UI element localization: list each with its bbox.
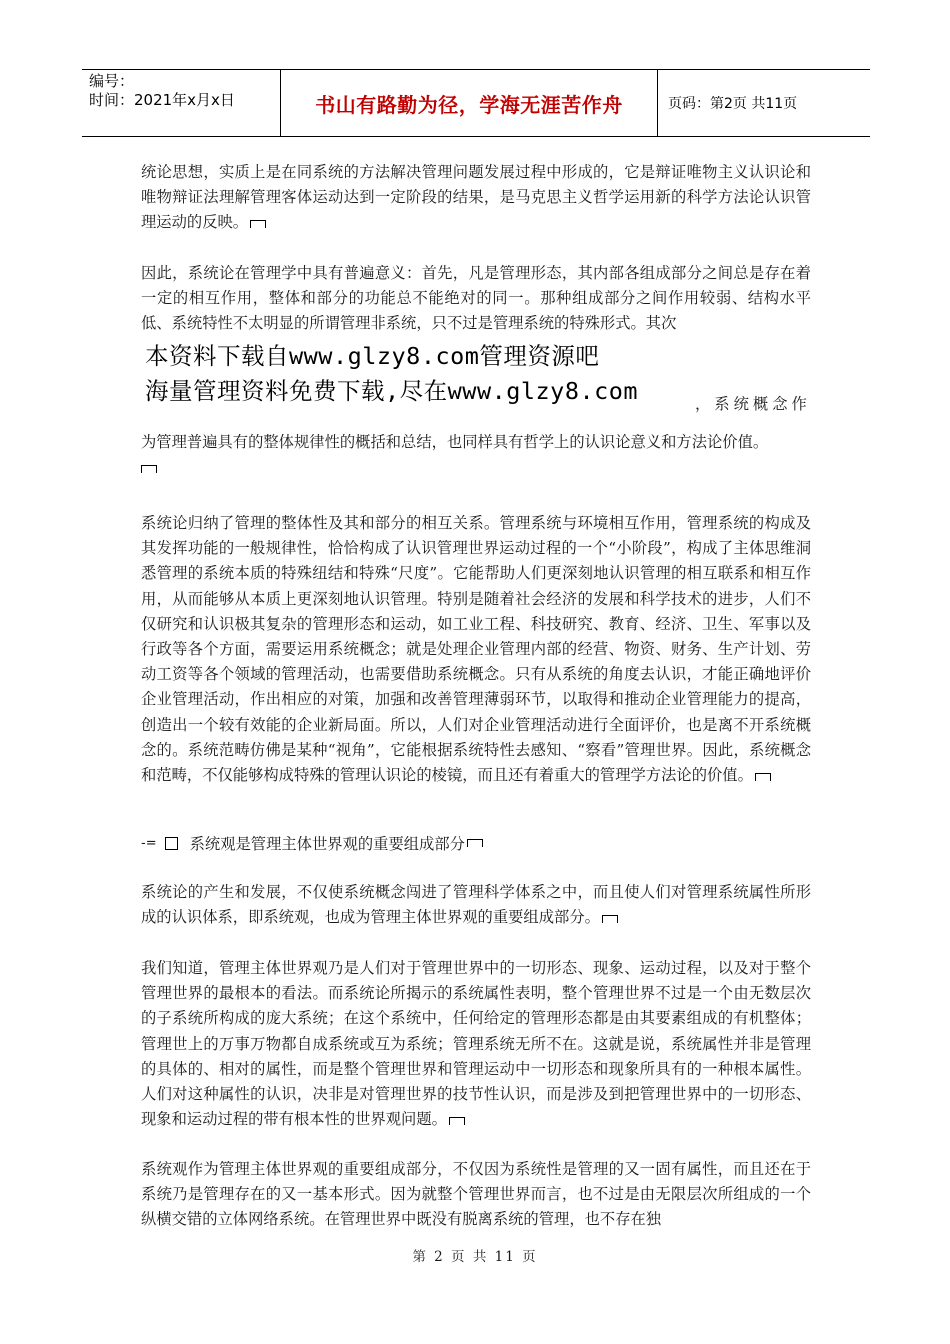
promo-tail-text: ，系统概念作 [695,395,811,413]
document-number-label: 编号： [89,72,135,90]
paragraph-text: 系统观作为管理主体世界观的重要组成部分，不仅因为系统性是管理的又一固有属性，而且还在于系统乃是管理存在的又一基本形式。因为就整个管理世界而言，也不过是由无限层次所组成的一个纵横交错的立体网络系统。在管理世界中既没有脱离系统的管理，也不存在独 [141,1160,811,1229]
header-table [82,69,870,137]
section-heading-text: 系统观是管理主体世界观的重要组成部分 [189,835,465,853]
paragraph-mark-icon [602,915,618,923]
paragraph-2 [141,261,811,337]
paragraph-mark-icon [449,1117,465,1125]
paragraph-7 [141,1157,811,1233]
paragraph-text: 系统论归纳了管理的整体性及其和部分的相互关系。管理系统与环境相互作用，管理系统的构成及其发挥功能的一般规律性，恰恰构成了认识管理世界运动过程的一个“小阶段”，构成了主体思维洞悉管理的系统本质的特殊纽结和特殊“尺度”。它能帮助人们更深刻地认识管理的相互联系和相互作用，从而能够从本质上更深刻地认识管理。特别是随着社会经济的发展和科学技术的进步，人们不仅研究和认识极其复杂的管理形态和运动，如工业工程、科技研究、教育、经济、卫生、军事以及行政等各个方面，需要运用系统概念；就是处理企业管理内部的经营、物资、财务、生产计划、劳动工资等各个领域的管理活动，也需要借助系统概念。只有从系统的角度去认识，才能正确地评价企业管理活动，作出相应的对策，加强和改善管理薄弱环节，以取得和推动企业管理能力的提高，创造出一个较有效能的企业新局面。所以，人们对企业管理活动进行全面评价，也是离不开系统概念的。系统范畴仿佛是某种“视角”，它能根据系统特性去感知、“察看”管理世界。因此，系统概念和范畴，不仅能够构成特殊的管理认识论的棱镜，而且还有着重大的管理学方法论的价值。 [141,514,811,785]
section-number: -= [141,835,157,851]
paragraph-mark-icon [141,465,157,473]
paragraph-text: 系统论的产生和发展，不仅使系统概念闯进了管理科学体系之中，而且使人们对管理系统属性所形成的认识体系，即系统观，也成为管理主体世界观的重要组成部分。 [141,883,811,927]
paragraph-mark-icon [250,220,266,228]
paragraph-6 [141,956,811,1132]
document-date-label: 时间：2021年x月x日 [89,91,235,109]
header-meta-cell [82,70,281,136]
promo-line-1: 本资料下载自www.glzy8.com管理资源吧 [145,342,600,370]
paragraph-mark-icon [755,773,771,781]
page-footer: 第 2 页 共 11 页 [412,1249,538,1265]
paragraph-mark-icon [467,839,483,847]
promo-line-2: 海量管理资料免费下载,尽在www.glzy8.com [145,377,639,405]
paragraph-5 [141,880,811,930]
paragraph-3 [141,430,811,480]
section-heading [141,832,483,854]
paragraph-text: 为管理普遍具有的整体规律性的概括和总结，也同样具有哲学上的认识论意义和方法论价值。 [141,433,769,451]
header-motto: 书山有路勤为径，学海无涯苦作舟 [281,70,658,136]
paragraph-text: 我们知道，管理主体世界观乃是人们对于管理世界中的一切形态、现象、运动过程，以及对于整个管理世界的最根本的看法。而系统论所揭示的系统属性表明，整个管理世界不过是一个由无数层次的子系统所构成的庞大系统；在这个系统中，任何给定的管理形态都是由其要素组成的有机整体；管理世上的万事万物都自成系统或互为系统；管理系统无所不在。这就是说，系统属性并非是管理的具体的、相对的属性，而是整个管理世界和管理运动中一切形态和现象所具有的一种根本属性。人们对这种属性的认识，决非是对管理世界的技节性认识，而是涉及到把管理世界中的一切形态、现象和运动过程的带有根本性的世界观问题。 [141,959,811,1129]
paragraph-text: 因此，系统论在管理学中具有普遍意义：首先，凡是管理形态，其内部各组成部分之间总是存在着一定的相互作用，整体和部分的功能总不能绝对的同一。那种组成部分之间作用较弱、结构水平低、系统特性不太明显的所谓管理非系统，只不过是管理系统的特殊形式。其次 [141,264,811,333]
paragraph-4 [141,511,811,788]
checkbox-square-icon [165,837,178,850]
paragraph-text: 统论思想，实质上是在同系统的方法解决管理问题发展过程中形成的，它是辩证唯物主义认识论和唯物辩证法理解管理客体运动达到一定阶段的结果，是马克思主义哲学运用新的科学方法论认识管理运动的反映。 [141,163,811,232]
header-page-info: 页码：第2页 共11页 [668,96,798,112]
paragraph-1 [141,160,811,236]
